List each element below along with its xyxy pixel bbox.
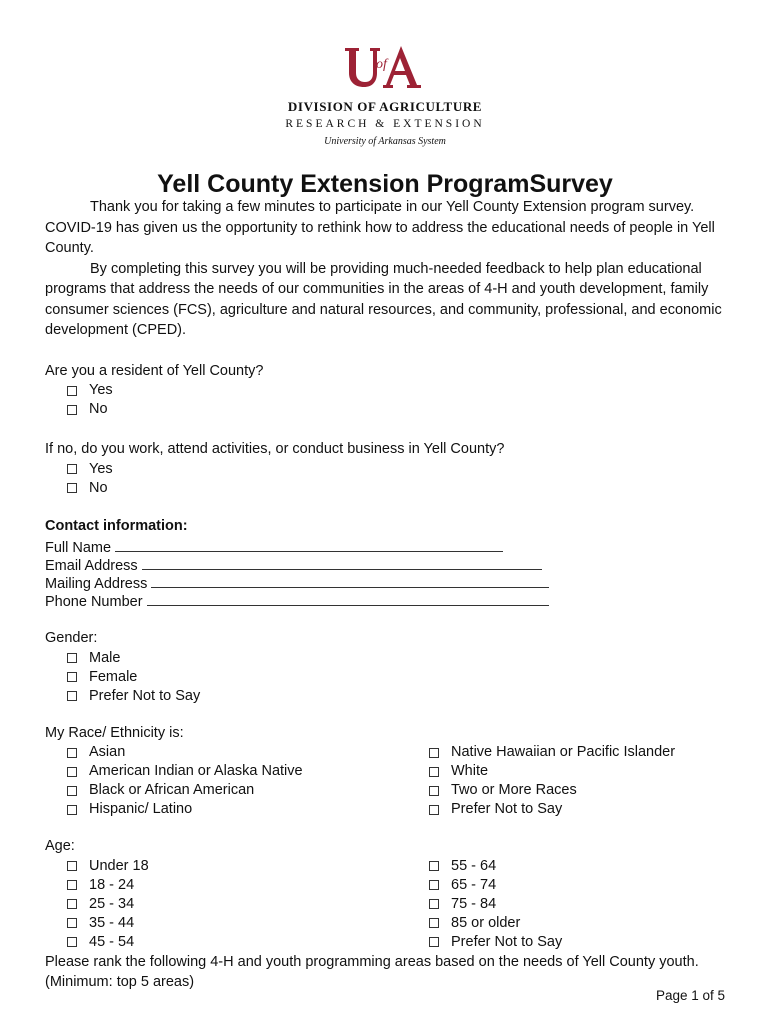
checkbox[interactable]: [67, 483, 77, 493]
rank-instructions: Please rank the following 4-H and youth programming areas based on the needs of Yell County youth. (Minimum: top 5 areas): [45, 953, 699, 990]
age-option-35-44[interactable]: 35 - 44: [67, 914, 429, 933]
checkbox[interactable]: [67, 405, 77, 415]
business-option-yes[interactable]: Yes: [67, 460, 735, 479]
age-question: Age:: [45, 838, 75, 854]
logo-research-text: RESEARCH & EXTENSION: [285, 118, 485, 130]
race-option-two-or-more[interactable]: Two or More Races: [429, 781, 735, 800]
race-options: [45, 743, 735, 819]
checkbox[interactable]: [429, 748, 439, 758]
checkbox[interactable]: [67, 748, 77, 758]
gender-option-male[interactable]: Male: [67, 649, 735, 668]
age-option-75-84[interactable]: 75 - 84: [429, 895, 735, 914]
intro-paragraph-1: Thank you for taking a few minutes to participate in our Yell County Extension program survey. COVID-19 has given us the opportunity to rethink how to address the educational needs of people in Yell County.: [45, 199, 715, 256]
race-option-white[interactable]: White: [429, 762, 735, 781]
full-name-field[interactable]: Full Name: [45, 536, 735, 554]
checkbox[interactable]: [67, 767, 77, 777]
age-option-prefer-not[interactable]: Prefer Not to Say: [429, 933, 735, 952]
checkbox[interactable]: [67, 880, 77, 890]
email-input-line[interactable]: [142, 554, 542, 570]
age-option-under-18[interactable]: Under 18: [67, 857, 429, 876]
checkbox[interactable]: [67, 861, 77, 871]
race-option-pacific-islander[interactable]: Native Hawaiian or Pacific Islander: [429, 743, 735, 762]
race-option-hispanic[interactable]: Hispanic/ Latino: [67, 800, 429, 819]
checkbox[interactable]: [429, 899, 439, 909]
resident-options: [45, 381, 735, 419]
mailing-address-input-line[interactable]: [151, 572, 549, 588]
logo: [0, 44, 770, 147]
business-option-no[interactable]: No: [67, 479, 735, 498]
resident-option-no[interactable]: No: [67, 400, 735, 419]
checkbox[interactable]: [429, 805, 439, 815]
survey-body: [45, 197, 735, 993]
checkbox[interactable]: [67, 653, 77, 663]
age-option-45-54[interactable]: 45 - 54: [67, 933, 429, 952]
age-options: [45, 857, 735, 952]
age-option-55-64[interactable]: 55 - 64: [429, 857, 735, 876]
checkbox[interactable]: [67, 937, 77, 947]
race-option-prefer-not[interactable]: Prefer Not to Say: [429, 800, 735, 819]
race-option-black[interactable]: Black or African American: [67, 781, 429, 800]
logo-division-text: DIVISION OF AGRICULTURE: [287, 99, 483, 114]
checkbox[interactable]: [429, 786, 439, 796]
age-option-18-24[interactable]: 18 - 24: [67, 876, 429, 895]
svg-text:of: of: [376, 57, 387, 72]
checkbox[interactable]: [67, 691, 77, 701]
checkbox[interactable]: [67, 918, 77, 928]
age-option-25-34[interactable]: 25 - 34: [67, 895, 429, 914]
page-number: Page 1 of 5: [655, 988, 725, 1003]
email-field[interactable]: Email Address: [45, 554, 735, 572]
age-option-65-74[interactable]: 65 - 74: [429, 876, 735, 895]
phone-field[interactable]: Phone Number: [45, 590, 735, 608]
race-option-american-indian[interactable]: American Indian or Alaska Native: [67, 762, 429, 781]
race-question: My Race/ Ethnicity is:: [45, 724, 184, 741]
checkbox[interactable]: [67, 805, 77, 815]
gender-option-prefer-not[interactable]: Prefer Not to Say: [67, 687, 735, 706]
intro-paragraph-2: By completing this survey you will be providing much-needed feedback to help plan educational programs that address the needs of our communities in the areas of 4-H and youth development, family consumer sciences (FCS), agriculture and natural resources, and community, professional, and economic development (CPED).: [45, 260, 722, 338]
checkbox[interactable]: [67, 786, 77, 796]
logo-system-text: University of Arkansas System: [324, 135, 446, 147]
gender-option-female[interactable]: Female: [67, 668, 735, 687]
gender-options: [45, 649, 735, 706]
checkbox[interactable]: [67, 672, 77, 682]
checkbox[interactable]: [429, 937, 439, 947]
business-options: [45, 460, 735, 498]
full-name-input-line[interactable]: [115, 536, 503, 552]
resident-question: Are you a resident of Yell County?: [45, 362, 264, 379]
checkbox[interactable]: [429, 880, 439, 890]
checkbox[interactable]: [67, 899, 77, 909]
checkbox[interactable]: [429, 918, 439, 928]
uofa-logo-mark: [343, 44, 427, 92]
contact-heading: Contact information:: [45, 517, 188, 534]
gender-question: Gender:: [45, 630, 98, 646]
business-question: If no, do you work, attend activities, or conduct business in Yell County?: [45, 441, 505, 457]
phone-input-line[interactable]: [147, 590, 549, 606]
page-title: Yell County Extension ProgramSurvey: [157, 170, 613, 198]
checkbox[interactable]: [67, 464, 77, 474]
checkbox[interactable]: [429, 767, 439, 777]
race-option-asian[interactable]: Asian: [67, 743, 429, 762]
checkbox[interactable]: [429, 861, 439, 871]
age-option-85-older[interactable]: 85 or older: [429, 914, 735, 933]
checkbox[interactable]: [67, 386, 77, 396]
mailing-address-field[interactable]: Mailing Address: [45, 572, 735, 590]
resident-option-yes[interactable]: Yes: [67, 381, 735, 400]
